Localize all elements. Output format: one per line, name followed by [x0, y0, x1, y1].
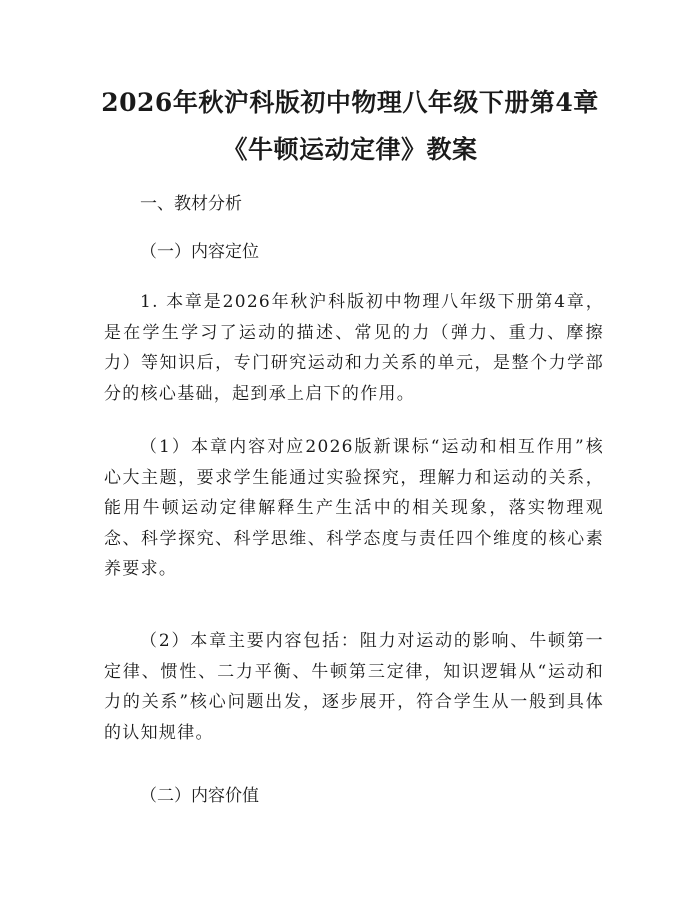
- subsection-heading-content-value: （二）内容价值: [140, 786, 259, 806]
- paragraph-curriculum-standard: （1）本章内容对应2026版新课标“运动和相互作用”核心大主题，要求学生能通过实验探究，理解力和运动的关系，能用牛顿运动定律解释生产生活中的相关现象，落实物理观念、科学探究、科学思维、科学态度与责任四个维度的核心素养要求。: [104, 437, 604, 579]
- paragraph-main-content: （2）本章主要内容包括：阻力对运动的影响、牛顿第一定律、惯性、二力平衡、牛顿第三定律，知识逻辑从“运动和力的关系”核心问题出发，逐步展开，符合学生从一般到具体的认知规律。: [104, 631, 604, 743]
- section-heading-textbook-analysis: 一、教材分析: [140, 194, 242, 214]
- document-title-line-2: 《牛顿运动定律》教案: [222, 135, 478, 164]
- document-title-line-1: 2026年秋沪科版初中物理八年级下册第4章: [101, 88, 599, 117]
- paragraph-chapter-overview: 1. 本章是2026年秋沪科版初中物理八年级下册第4章，是在学生学习了运动的描述、常见的力（弹力、重力、摩擦力）等知识后，专门研究运动和力关系的单元，是整个力学部分的核心基础，起到承上启下的作用。: [104, 292, 604, 404]
- subsection-heading-content-positioning: （一）内容定位: [140, 242, 259, 262]
